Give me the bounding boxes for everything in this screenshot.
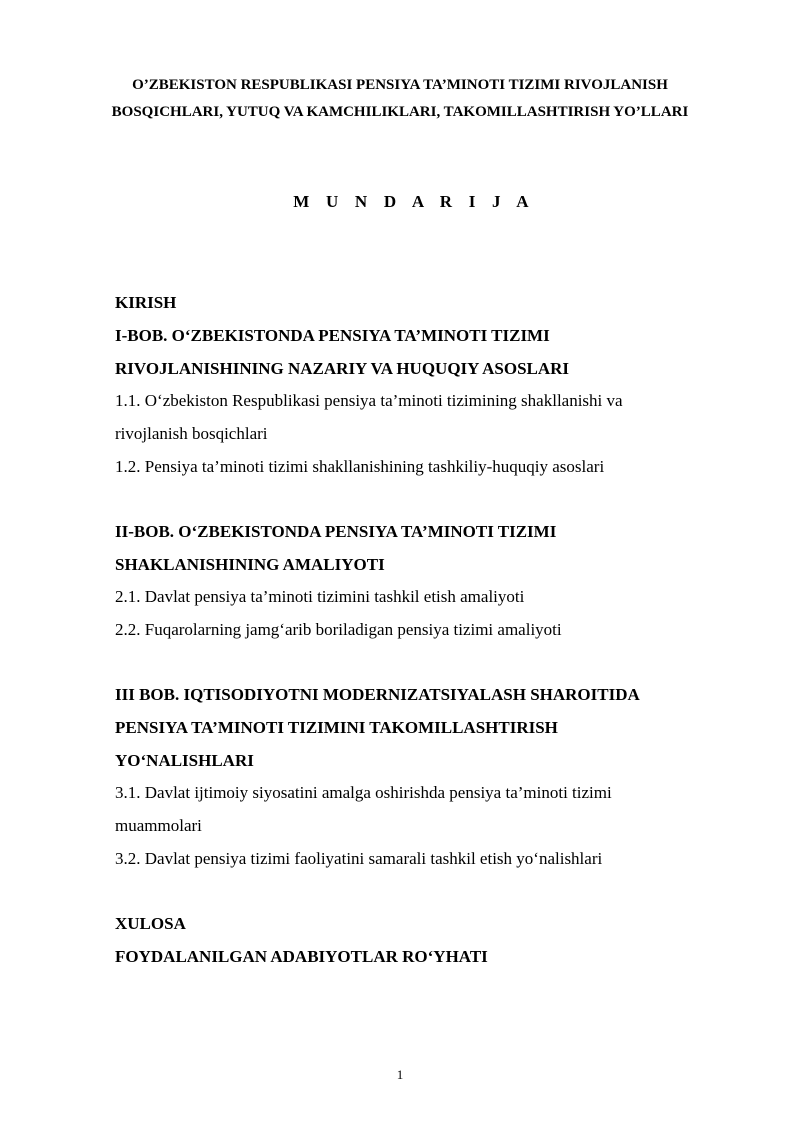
toc-chapter-3-title-line-1: III BOB. IQTISODIYOTNI MODERNIZATSIYALASH SHAROITIDA [115, 684, 640, 704]
toc-entry-conclusion: XULOSA [115, 913, 186, 933]
toc-section-2-2: 2.2. Fuqarolarning jamg‘arib boriladigan pensiya tizimi amaliyoti [115, 620, 562, 640]
toc-entry-intro: KIRISH [115, 293, 177, 312]
table-of-contents-heading: M U N D A R I J A [293, 192, 535, 211]
toc-chapter-1-title-line-1: I-BOB. O‘ZBEKISTONDA PENSIYA TA’MINOTI TIZIMI [115, 325, 550, 345]
toc-chapter-3-title-line-3: YO‘NALISHLARI [115, 750, 254, 770]
toc-section-1-1-line-2: rivojlanish bosqichlari [115, 424, 268, 444]
toc-chapter-3-title-line-2: PENSIYA TA’MINOTI TIZIMINI TAKOMILLASHTIRISH [115, 717, 558, 737]
toc-chapter-1-title-line-2: RIVOJLANISHINING NAZARIY VA HUQUQIY ASOSLARI [115, 358, 570, 378]
document-title [0, 72, 800, 126]
toc-spacer [115, 647, 735, 679]
toc-entry-references: FOYDALANILGAN ADABIYOTLAR RO‘YHATI [115, 946, 488, 966]
toc-section-3-2: 3.2. Davlat pensiya tizimi faoliyatini samarali tashkil etish yo‘nalishlari [115, 848, 603, 868]
toc-spacer [115, 484, 735, 516]
toc-section-3-1-line-2: muammolari [115, 816, 202, 836]
toc-section-2-1: 2.1. Davlat pensiya ta’minoti tizimini tashkil etish amaliyoti [115, 587, 525, 607]
document-title-line-1: O’ZBEKISTON RESPUBLIKASI PENSIYA TA’MINOTI TIZIMI RIVOJLANISH [132, 77, 668, 93]
toc-section-3-1-line-1: 3.1. Davlat ijtimoiy siyosatini amalga oshirishda pensiya ta’minoti tizimi [115, 783, 612, 803]
page-number: 1 [396, 1067, 404, 1082]
toc-spacer [115, 876, 735, 908]
table-of-contents [115, 287, 735, 973]
document-title-line-2: BOSQICHLARI, YUTUQ VA KAMCHILIKLARI, TAKOMILLASHTIRISH YO’LLARI [111, 104, 689, 120]
toc-chapter-2-title-line-1: II-BOB. O‘ZBEKISTONDA PENSIYA TA’MINOTI TIZIMI [115, 521, 557, 541]
toc-section-1-1-line-1: 1.1. O‘zbekiston Respublikasi pensiya ta’minoti tizimining shakllanishi va [115, 391, 623, 411]
toc-chapter-2-title-line-2: SHAKLANISHINING AMALIYOTI [115, 554, 385, 574]
toc-section-1-2: 1.2. Pensiya ta’minoti tizimi shakllanishining tashkiliy-huquqiy asoslari [115, 456, 605, 476]
